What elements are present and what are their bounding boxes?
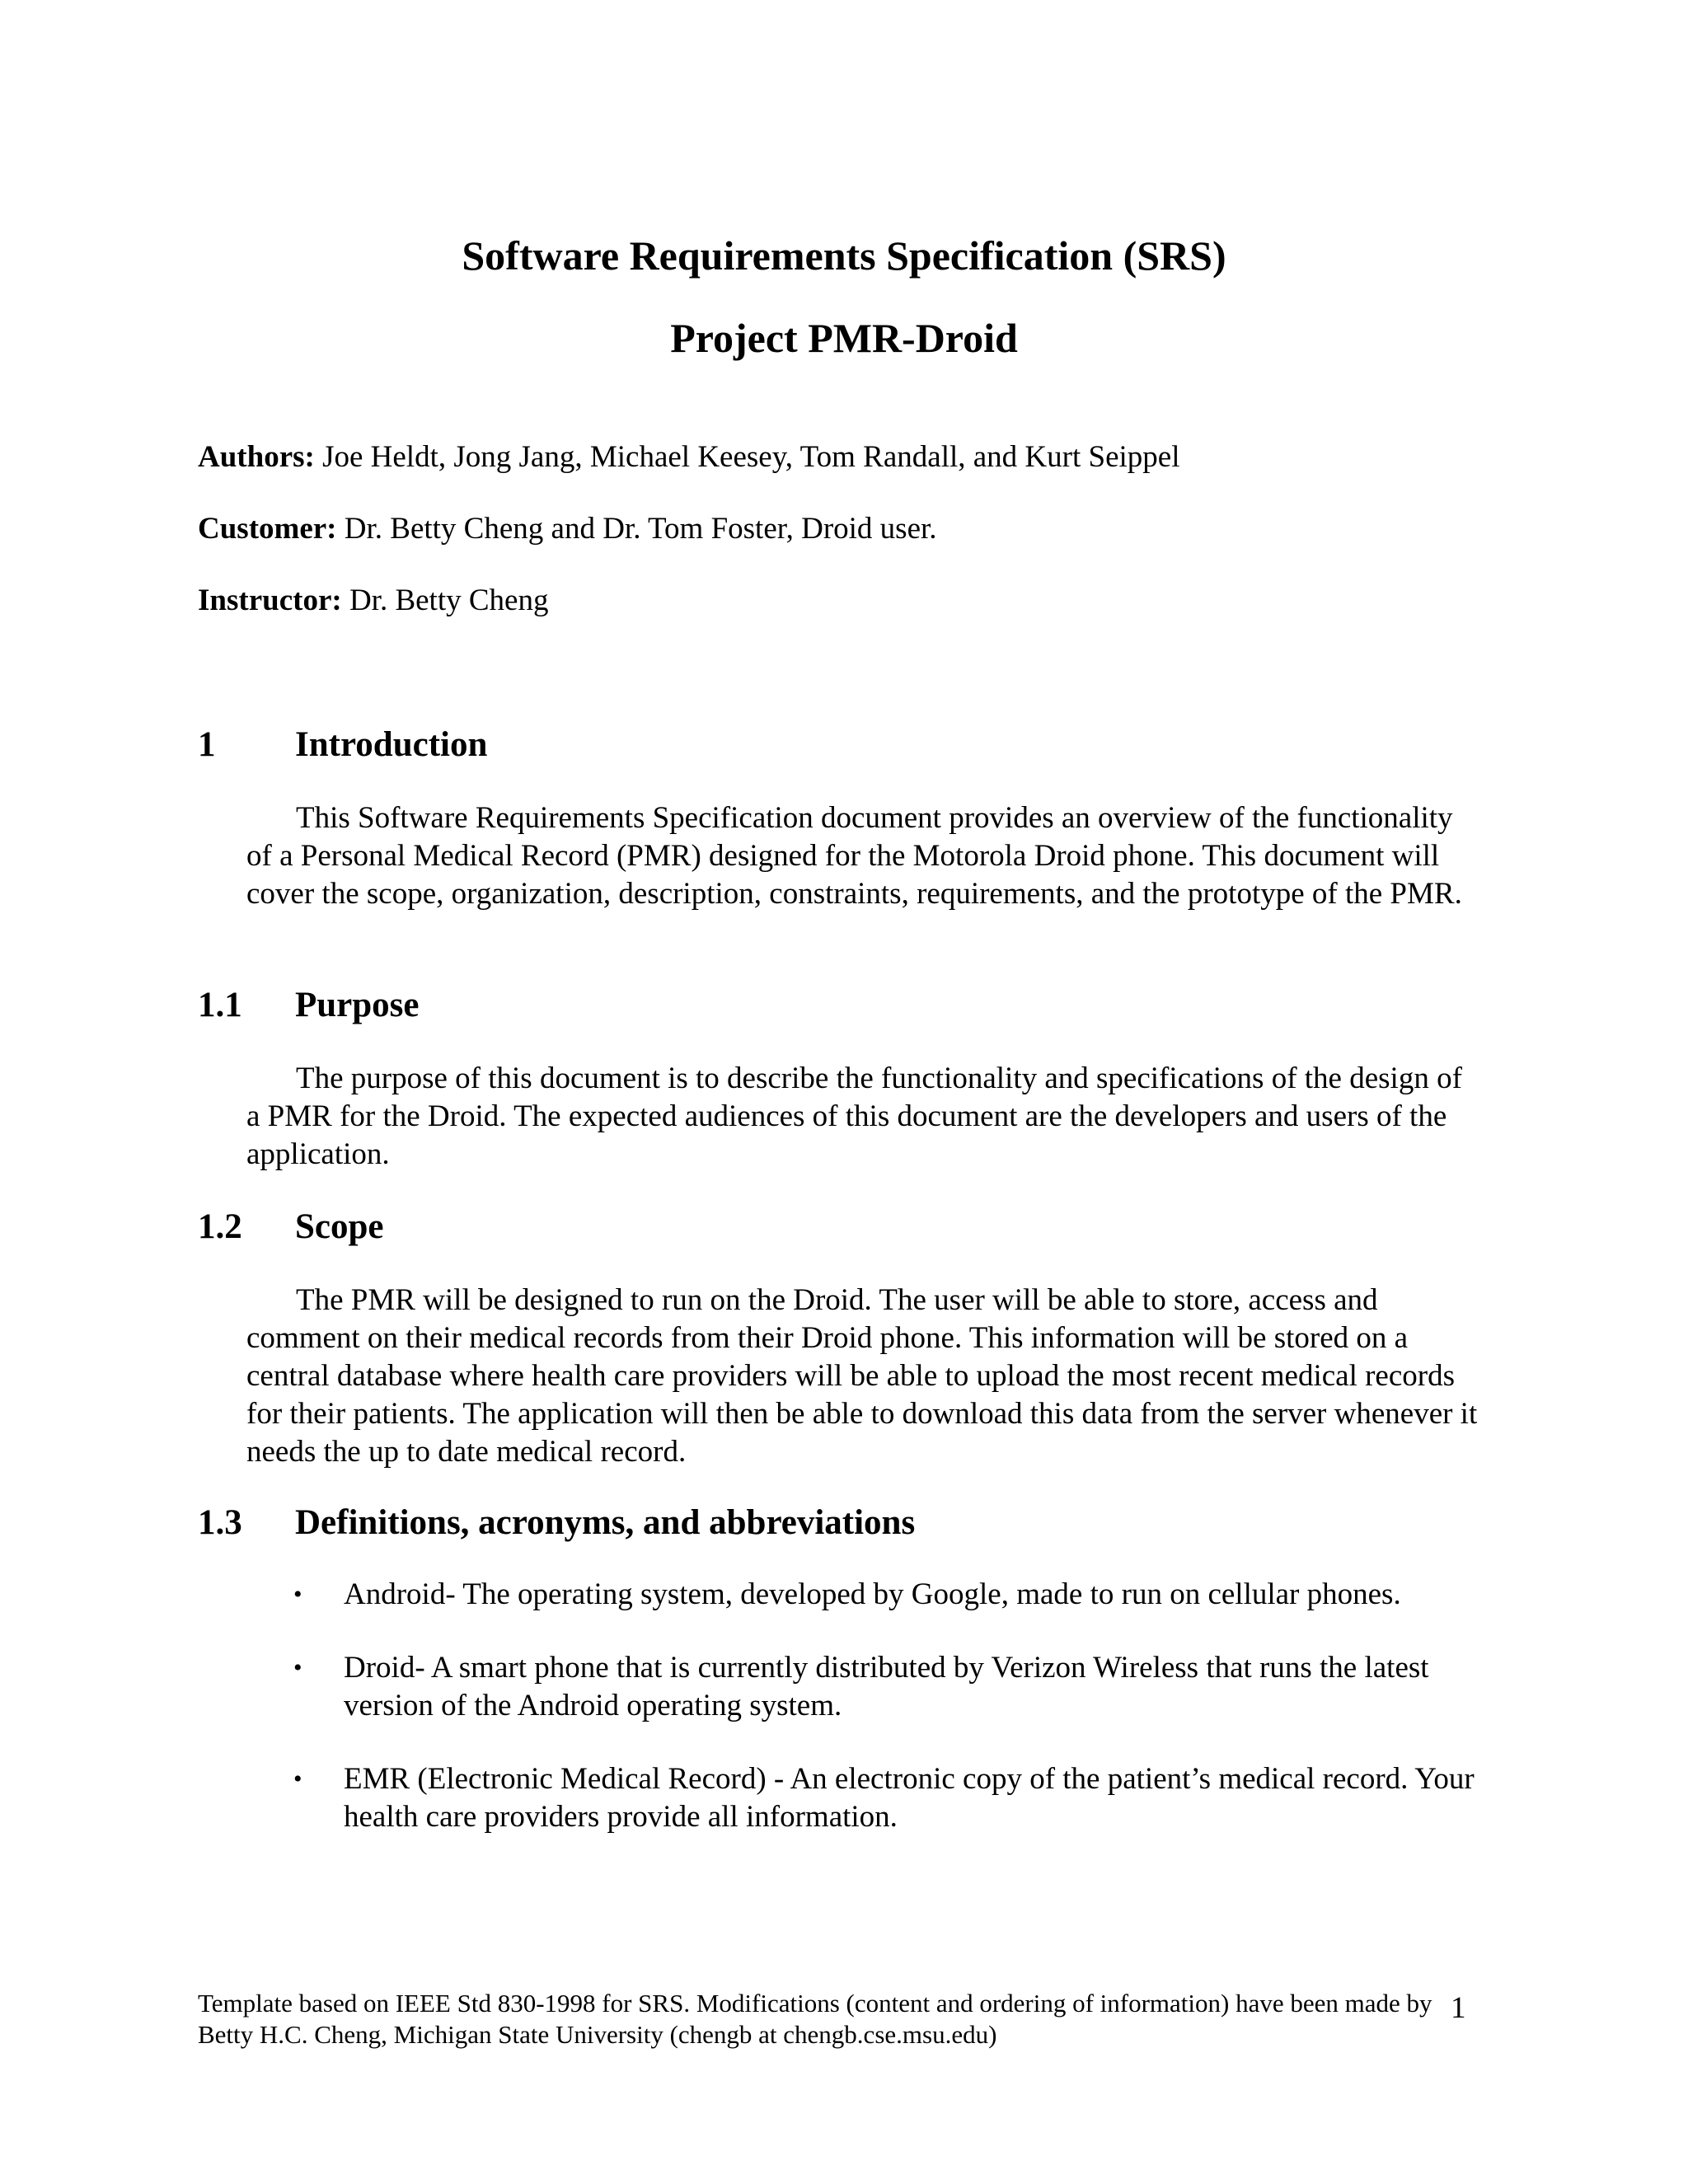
- page-number: 1: [1451, 1991, 1466, 2025]
- customer-line: [198, 510, 937, 548]
- section-heading-introduction: [198, 724, 487, 766]
- scope-paragraph: The PMR will be designed to run on the Droid. The user will be able to store, access and comment on their medical records from their Droid phone. This information will be stored on a central database where health care providers will be able to upload the most recent medical records for their patients. The application will then be able to download this data from the server whenever it needs the up to date medical record.: [246, 1283, 1478, 1469]
- section-title: Scope: [295, 1207, 384, 1246]
- list-item: [293, 1760, 1497, 1836]
- footer-note: Template based on IEEE Std 830-1998 for SRS. Modifications (content and ordering of information) have been made by Betty H.C. Cheng, Michigan State University (chengb at chengb.cse.msu.edu): [198, 1989, 1432, 2049]
- section-title: Definitions, acronyms, and abbreviations: [295, 1503, 916, 1542]
- bullet-icon: •: [293, 1654, 302, 1681]
- section-heading-definitions: [198, 1502, 915, 1544]
- instructor-line: [198, 582, 548, 620]
- authors-value: Joe Heldt, Jong Jang, Michael Keesey, Tom Randall, and Kurt Seippel: [314, 440, 1180, 474]
- section-heading-purpose: [198, 984, 420, 1027]
- document-title: Software Requirements Specification (SRS): [462, 232, 1226, 279]
- instructor-label: Instructor:: [198, 583, 342, 617]
- list-item: [293, 1649, 1497, 1725]
- definition-text: Droid- A smart phone that is currently distributed by Verizon Wireless that runs the latest version of the Android operating system.: [344, 1651, 1429, 1722]
- bullet-icon: •: [293, 1581, 302, 1608]
- definition-text: Android- The operating system, developed by Google, made to run on cellular phones.: [344, 1577, 1401, 1611]
- customer-label: Customer:: [198, 512, 337, 546]
- authors-line: [198, 438, 1179, 476]
- bullet-icon: •: [293, 1765, 302, 1793]
- instructor-value: Dr. Betty Cheng: [341, 583, 549, 617]
- authors-label: Authors:: [198, 440, 315, 474]
- section-title: Introduction: [295, 725, 488, 764]
- section-heading-scope: [198, 1206, 384, 1249]
- list-item: [293, 1576, 1497, 1614]
- customer-value: Dr. Betty Cheng and Dr. Tom Foster, Droid user.: [336, 512, 937, 546]
- section-number: 1.1: [198, 986, 242, 1024]
- section-number: 1: [198, 725, 216, 764]
- definitions-list: [293, 1576, 1497, 1872]
- document-subtitle: Project PMR-Droid: [670, 315, 1018, 361]
- definition-text: EMR (Electronic Medical Record) - An electronic copy of the patient’s medical record. Your health care providers provide all information.: [344, 1762, 1475, 1834]
- section-number: 1.3: [198, 1503, 242, 1542]
- section-title: Purpose: [295, 986, 420, 1024]
- introduction-paragraph: This Software Requirements Specification document provides an overview of the functionality of a Personal Medical Record (PMR) designed for the Motorola Droid phone. This document will cover the scope, organization, description, constraints, requirements, and the prototype of the PMR.: [246, 801, 1462, 911]
- purpose-paragraph: The purpose of this document is to describe the functionality and specifications of the design of a PMR for the Droid. The expected audiences of this document are the developers and users of the application.: [246, 1062, 1462, 1171]
- section-number: 1.2: [198, 1207, 242, 1246]
